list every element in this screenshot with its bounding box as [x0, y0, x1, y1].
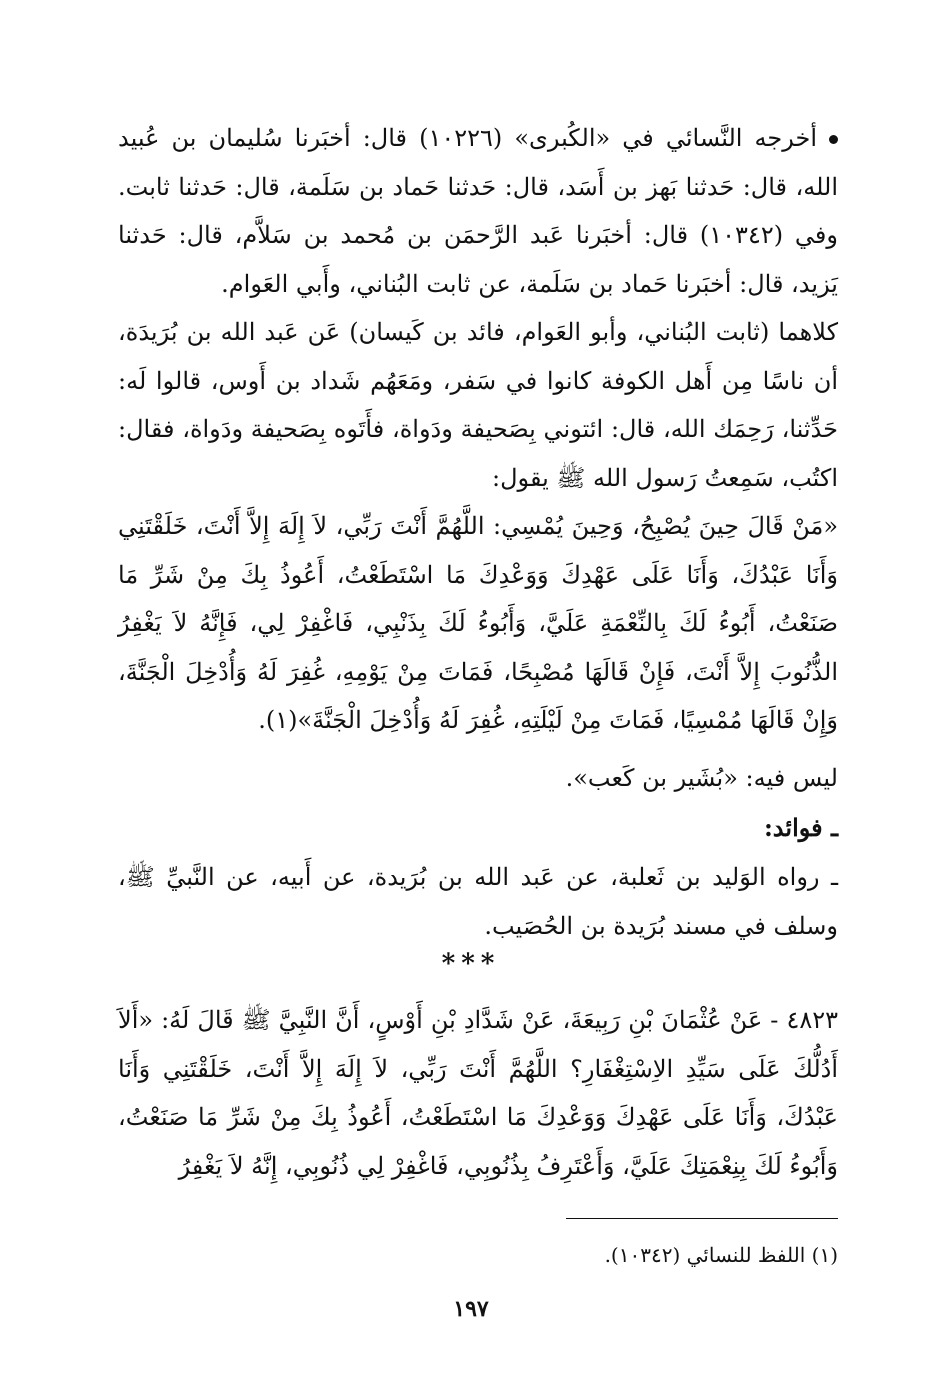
footnote: (١) اللفظ للنسائي (١٠٣٤٢).: [604, 1243, 838, 1267]
hadith-text: «مَنْ قَالَ حِينَ يُصْبِحُ، وَحِينَ يُمْسِي: اللَّهُمَّ أَنْتَ رَبِّي، لاَ إِلَهَ إِلاَّ أَنْتَ، خَلَقْتَنِي وَأَنَا عَبْدُكَ، وَأَنَا عَلَى عَهْدِكَ وَوَعْدِكَ مَا اسْتَطَعْتُ، أَعُوذُ بِكَ مِنْ شَرِّ مَا صَنَعْتُ، أَبُوءُ لَكَ بِالنِّعْمَةِ عَلَيَّ، وَأَبُوءُ لَكَ بِذَنْبِي، فَاغْفِرْ لِي، فَإِنَّهُ لاَ يَغْفِرُ الذُّنُوبَ إِلاَّ أَنْتَ، فَإِنْ قَالَهَا مُصْبِحًا، فَمَاتَ مِنْ يَوْمِهِ، غُفِرَ لَهُ وَأُدْخِلَ الْجَنَّةَ، وَإِنْ قَالَهَا مُمْسِيًا، فَمَاتَ مِنْ لَيْلَتِهِ، غُفِرَ لَهُ وَأُدْخِلَ الْجَنَّةَ»(١).: [118, 512, 838, 734]
page-number: ١٩٧: [453, 1296, 489, 1322]
narration-paragraph: كلاهما (ثابت البُناني، وأبو العَوام، فائد بن كَيسان) عَن عَبد الله بن بُرَيدَة، أن ناسًا مِن أَهل الكوفة كانوا في سَفر، ومَعَهُم شَداد بن أَوس، قالوا لَه: حَدِّثنا، رَحِمَك الله، قال: ائتوني بِصَحيفة ودَواة، فأَتَوه بِصَحيفة ودَواة، فقال: اكتُب، سَمِعتُ رَسول الله ﷺ يقول:: [118, 318, 838, 492]
hadith-4823: ٤٨٢٣ - عَنْ عُثْمَانَ بْنِ رَبِيعَةَ، عَنْ شَدَّادِ بْنِ أَوْسٍ، أَنَّ النَّبِيَّ ﷺ قَالَ لَهُ: «أَلاَ أَدُلُّكَ عَلَى سَيِّدِ الاِسْتِغْفَارِ؟ اللَّهُمَّ أَنْتَ رَبِّي، لاَ إِلَهَ إِلاَّ أَنْتَ، خَلَقْتَنِي وَأَنَا عَبْدُكَ، وَأَنَا عَلَى عَهْدِكَ وَوَعْدِكَ مَا اسْتَطَعْتُ، أَعُوذُ بِكَ مِنْ شَرِّ مَا صَنَعْتُ، وَأَبُوءُ لَكَ بِنِعْمَتِكَ عَلَيَّ، وَأَعْتَرِفُ بِذُنُوبِي، فَاغْفِرْ لِي ذُنُوبِي، إِنَّهُ لاَ يَغْفِرُ: [118, 1006, 838, 1180]
source-paragraph: [118, 114, 838, 308]
fawaid-paragraph: ـ رواه الوَليد بن ثَعلبة، عن عَبد الله بن بُرَيدة، عن أَبيه، عن النَّبيِّ ﷺ، وسلف في مسند بُرَيدة بن الحُصَيب.: [118, 863, 838, 940]
note-paragraph: ليس فيه: «بُشَير بن كَعب».: [565, 764, 838, 792]
footnote-divider: [566, 1218, 838, 1219]
fawaid-heading: ـ فوائد:: [763, 813, 838, 842]
source-paragraph-text: أخرجه النَّسائي في «الكُبرى» (١٠٢٢٦) قال: أخبَرنا سُليمان بن عُبيد الله، قال: حَدثنا بَهز بن أَسَد، قال: حَدثنا حَماد بن سَلَمة، قال: حَدثنا ثابت. وفي (١٠٣٤٢) قال: أخبَرنا عَبد الرَّحمَن بن مُحمد بن سَلاَّم، قال: حَدثنا يَزيد، قال: أخبَرنا حَماد بن سَلَمة، عن ثابت البُناني، وأَبي العَوام.: [118, 124, 838, 298]
section-separator: ***: [441, 949, 501, 979]
bullet-icon: [829, 135, 838, 144]
